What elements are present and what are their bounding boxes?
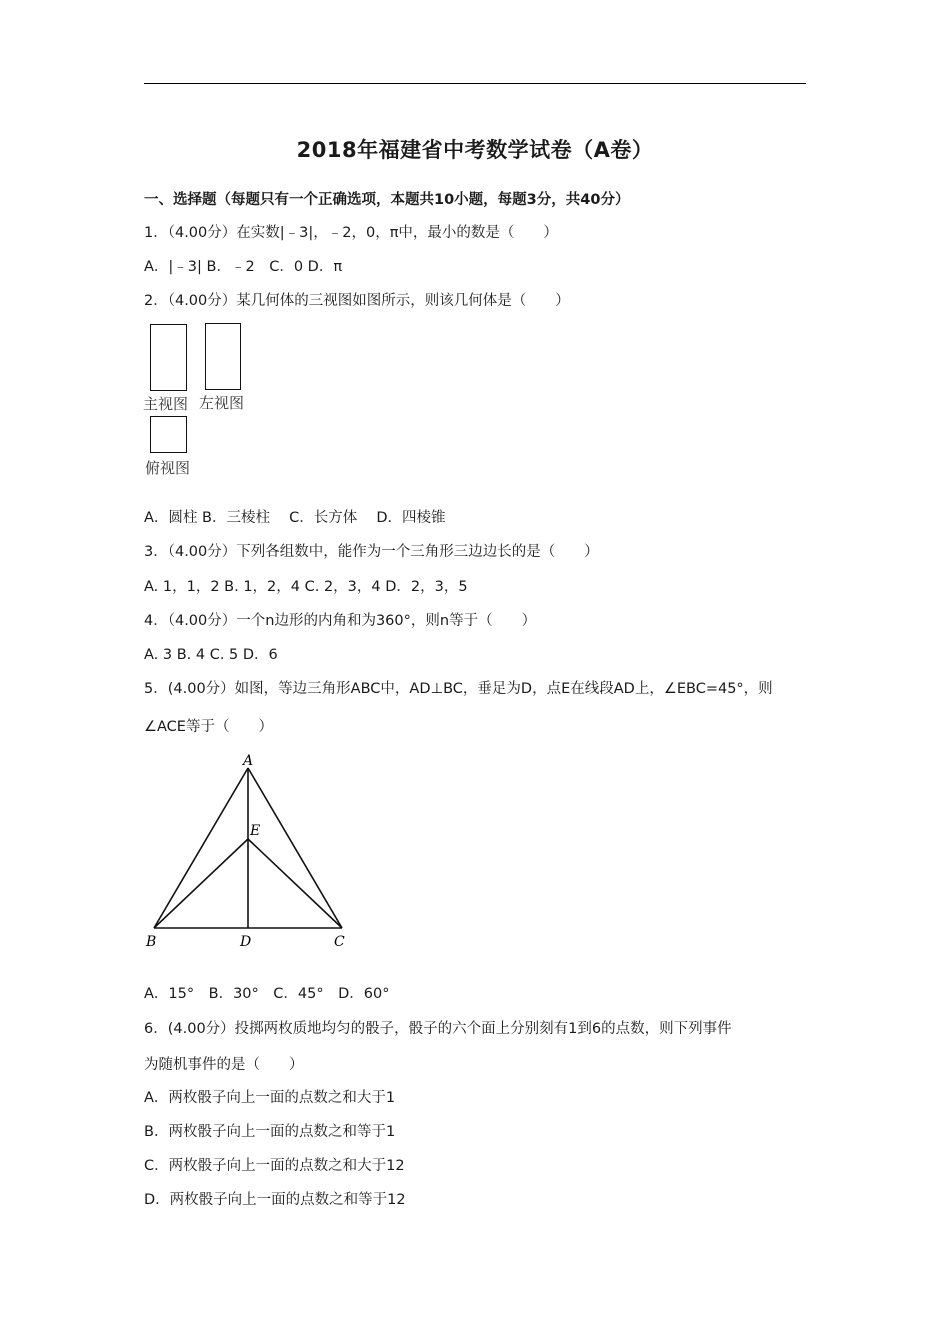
point-C-label: C: [334, 934, 345, 950]
question-6-option-c: C．两枚骰子向上一面的点数之和大于12: [144, 1158, 405, 1174]
question-3-options: A. 1，1，2 B. 1，2，4 C. 2，3，4 D．2，3，5: [144, 579, 468, 595]
segment-AB: [154, 768, 248, 928]
question-1-options: A．|﹣3| B．﹣2 C．0 D．π: [144, 259, 343, 275]
question-6-option-b: B．两枚骰子向上一面的点数之和等于1: [144, 1124, 396, 1140]
question-5-stem-line2: ∠ACE等于（ ）: [144, 719, 273, 735]
question-3-stem: 3．（4.00分）下列各组数中，能作为一个三角形三边边长的是（ ）: [144, 544, 599, 560]
top-view-label: 俯视图: [145, 459, 191, 477]
triangle-figure: [140, 748, 360, 953]
segment-BE: [154, 839, 248, 928]
front-view-rect: [150, 324, 187, 391]
question-5-options: A．15° B．30° C．45° D．60°: [144, 986, 390, 1002]
question-1-stem: 1．（4.00分）在实数|﹣3|，﹣2，0，π中，最小的数是（ ）: [144, 225, 558, 241]
question-2-options: A．圆柱 B．三棱柱 C．长方体 D．四棱锥: [144, 510, 446, 526]
section-heading: 一、选择题（每题只有一个正确选项，本题共10小题，每题3分，共40分）: [144, 192, 630, 208]
left-view-label: 左视图: [199, 394, 245, 412]
top-view-rect: [150, 416, 187, 453]
question-6-option-d: D．两枚骰子向上一面的点数之和等于12: [144, 1192, 406, 1208]
segment-CE: [248, 839, 342, 928]
point-D-label: D: [240, 934, 252, 950]
question-6-option-a: A．两枚骰子向上一面的点数之和大于1: [144, 1090, 396, 1106]
segment-AC: [248, 768, 342, 928]
front-view-label: 主视图: [143, 395, 189, 413]
question-4-stem: 4．（4.00分）一个n边形的内角和为360°，则n等于（ ）: [144, 613, 537, 629]
point-A-label: A: [243, 753, 254, 769]
question-4-options: A. 3 B. 4 C. 5 D．6: [144, 647, 278, 663]
question-2-stem: 2．（4.00分）某几何体的三视图如图所示，则该几何体是（ ）: [144, 293, 570, 309]
point-E-label: E: [250, 823, 261, 839]
question-5-stem-line1: 5．(4.00分）如图，等边三角形ABC中，AD⊥BC，垂足为D，点E在线段AD上，∠EBC=45°，则: [144, 681, 773, 697]
question-6-stem-line1: 6．(4.00分）投掷两枚质地均匀的骰子，骰子的六个面上分别刻有1到6的点数，则下列事件: [144, 1021, 732, 1037]
left-view-rect: [205, 323, 241, 390]
question-6-stem-line2: 为随机事件的是（ ）: [144, 1057, 304, 1073]
page-title: 2018年福建省中考数学试卷（A卷）: [296, 138, 654, 162]
point-B-label: B: [146, 934, 157, 950]
header-rule: [144, 83, 806, 84]
